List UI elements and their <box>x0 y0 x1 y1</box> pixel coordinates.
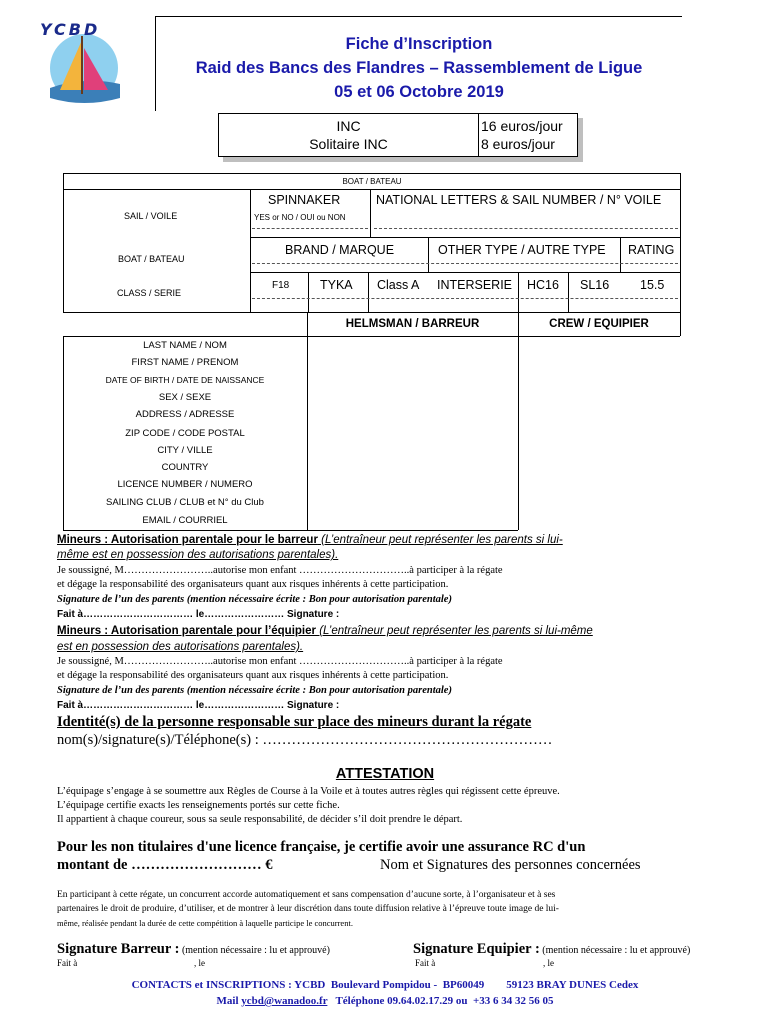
crew-header: CREW / EQUIPIER <box>549 318 649 330</box>
rating-value: 15.5 <box>640 278 665 292</box>
event-name: Raid des Bancs des Flandres – Rassemblement de Ligue <box>195 59 643 77</box>
attestation-line3: Il appartient à chaque coureur, sous sa seule responsabilité, de décider s’il doit prendre le départ. <box>57 814 463 825</box>
fee-table <box>218 113 578 157</box>
minors-helm-title-cont: même est en possession des autorisations parentales). <box>57 549 339 561</box>
field-date-of-birth: DATE OF BIRTH / DATE DE NAISSANCE <box>105 375 265 385</box>
event-dates: 05 et 06 Octobre 2019 <box>334 83 504 101</box>
field-last-name: LAST NAME / NOM <box>143 340 227 351</box>
field-licence: LICENCE NUMBER / NUMERO <box>117 479 253 490</box>
helm-place: Fait à <box>57 958 78 968</box>
footer-mail-phone: Mail ycbd@wanadoo.fr Téléphone 09.64.02.17.29 ou +33 6 34 32 56 05 <box>216 995 554 1007</box>
boat-label: BOAT / BATEAU <box>118 254 185 264</box>
signature-crew: Signature Equipier : (mention nécessaire : lu et approuvé) <box>413 941 691 957</box>
field-sex: SEX / SEXE <box>158 392 212 403</box>
field-country: COUNTRY <box>161 462 209 473</box>
form-title: Fiche d’Inscription <box>345 35 493 53</box>
minors-crew-title: Mineurs : Autorisation parentale pour l’équipier (L’entraîneur peut représenter les parents si lui-même <box>57 625 593 637</box>
crew-date: , le <box>543 958 554 968</box>
field-address: ADDRESS / ADRESSE <box>135 409 235 420</box>
fee-label-solitaire: Solitaire INC <box>309 136 388 152</box>
minors-helm-line4: Fait à…………………………… le…………………… Signature : <box>57 609 340 620</box>
attestation-line2: L’équipage certifie exacts les renseignements portés sur cette fiche. <box>57 800 340 811</box>
minors-helm-title: Mineurs : Autorisation parentale pour le barreur (L’entraîneur peut représenter les parents si lui- <box>57 534 563 546</box>
minors-crew-line3: Signature de l’un des parents (mention nécessaire écrite : Bon pour autorisation parentale) <box>57 685 452 696</box>
brand-label: BRAND / MARQUE <box>285 243 395 257</box>
crew-place: Fait à <box>415 958 436 968</box>
type-sl16: SL16 <box>580 278 610 292</box>
type-interserie: INTERSERIE <box>437 278 513 292</box>
field-sailing-club: SAILING CLUB / CLUB et N° du Club <box>106 497 264 508</box>
helmsman-header: HELMSMAN / BARREUR <box>345 318 480 330</box>
field-zip-code: ZIP CODE / CODE POSTAL <box>125 428 245 439</box>
helm-date: , le <box>194 958 205 968</box>
title-block <box>155 16 682 111</box>
boat-section-title: BOAT / BATEAU <box>342 177 402 186</box>
minors-crew-line4: Fait à…………………………… le…………………… Signature : <box>57 700 340 711</box>
type-class-a: Class A <box>377 278 420 292</box>
licence-names-signatures: Nom et Signatures des personnes concernées <box>380 857 641 873</box>
other-type-label: OTHER TYPE / AUTRE TYPE <box>438 243 606 257</box>
footer-contacts: CONTACTS et INSCRIPTIONS : YCBD Boulevard Pompidou - BP60049 59123 BRAY DUNES Cedex <box>131 979 639 991</box>
rating-label: RATING <box>628 243 675 257</box>
minors-crew-line1: Je soussigné, M……………………..autorise mon enfant …………………………..à participer à la régate <box>57 656 503 667</box>
attestation-title: ATTESTATION <box>335 766 435 782</box>
fee-price-inc: 16 euros/jour <box>481 118 563 134</box>
spinnaker-hint: YES or NO / OUI ou NON <box>254 213 346 222</box>
minors-crew-line2: et dégage la responsabilité des organisateurs quant aux risques inhérents à cette participation. <box>57 670 449 681</box>
responsible-title: Identité(s) de la personne responsable sur place des mineurs durant la régate <box>57 714 532 730</box>
type-hc16: HC16 <box>527 278 559 292</box>
consent-line2: partenaires le droit de produire, d’utiliser, et de montrer à leur discrétion dans toute diffusion relative à l’épreuve toute image de lui- <box>57 904 559 914</box>
field-first-name: FIRST NAME / PRENOM <box>131 357 239 368</box>
licence-line1: Pour les non titulaires d'une licence française, je certifie avoir une assurance RC d'un <box>57 839 586 855</box>
attestation-line1: L’équipage s’engage à se soumettre aux Règles de Course à la Voile et à toutes autres règles qui régissent cette épreuve. <box>57 786 560 797</box>
sail-number-label: NATIONAL LETTERS & SAIL NUMBER / N° VOILE <box>376 193 662 207</box>
minors-crew-title-cont: est en possession des autorisations parentales). <box>57 641 304 653</box>
fee-price-solitaire: 8 euros/jour <box>481 136 555 152</box>
fee-label-inc: INC <box>336 118 361 134</box>
consent-line1: En participant à cette régate, un concurrent accorde automatiquement et sans compensation d’aucune sorte, à l’organisateur et à ses <box>57 890 556 900</box>
club-logo <box>22 18 142 108</box>
signature-helmsman: Signature Barreur : (mention nécessaire : lu et approuvé) <box>57 941 330 957</box>
sail-label: SAIL / VOILE <box>124 211 178 221</box>
type-tyka: TYKA <box>320 278 353 292</box>
type-f18: F18 <box>272 280 290 291</box>
email-link[interactable]: ycbd@wanadoo.fr <box>241 995 328 1007</box>
minors-helm-line2: et dégage la responsabilité des organisateurs quant aux risques inhérents à cette participation. <box>57 579 449 590</box>
class-label: CLASS / SERIE <box>117 288 182 298</box>
spinnaker-label: SPINNAKER <box>268 193 341 207</box>
minors-helm-line1: Je soussigné, M……………………..autorise mon enfant …………………………..à participer à la régate <box>57 565 503 576</box>
field-email: EMAIL / COURRIEL <box>142 515 228 526</box>
field-city: CITY / VILLE <box>157 445 213 456</box>
minors-helm-line3: Signature de l’un des parents (mention nécessaire écrite : Bon pour autorisation parentale) <box>57 594 452 605</box>
responsible-line: nom(s)/signature(s)/Téléphone(s) : …………………………………………………… <box>57 732 553 748</box>
consent-line3: même, réalisée pendant la durée de cette compétition à laquelle participe le concurrent. <box>57 918 353 928</box>
logo-text: YCBD <box>40 20 101 39</box>
licence-line2: montant de ……………………… € <box>57 857 273 873</box>
